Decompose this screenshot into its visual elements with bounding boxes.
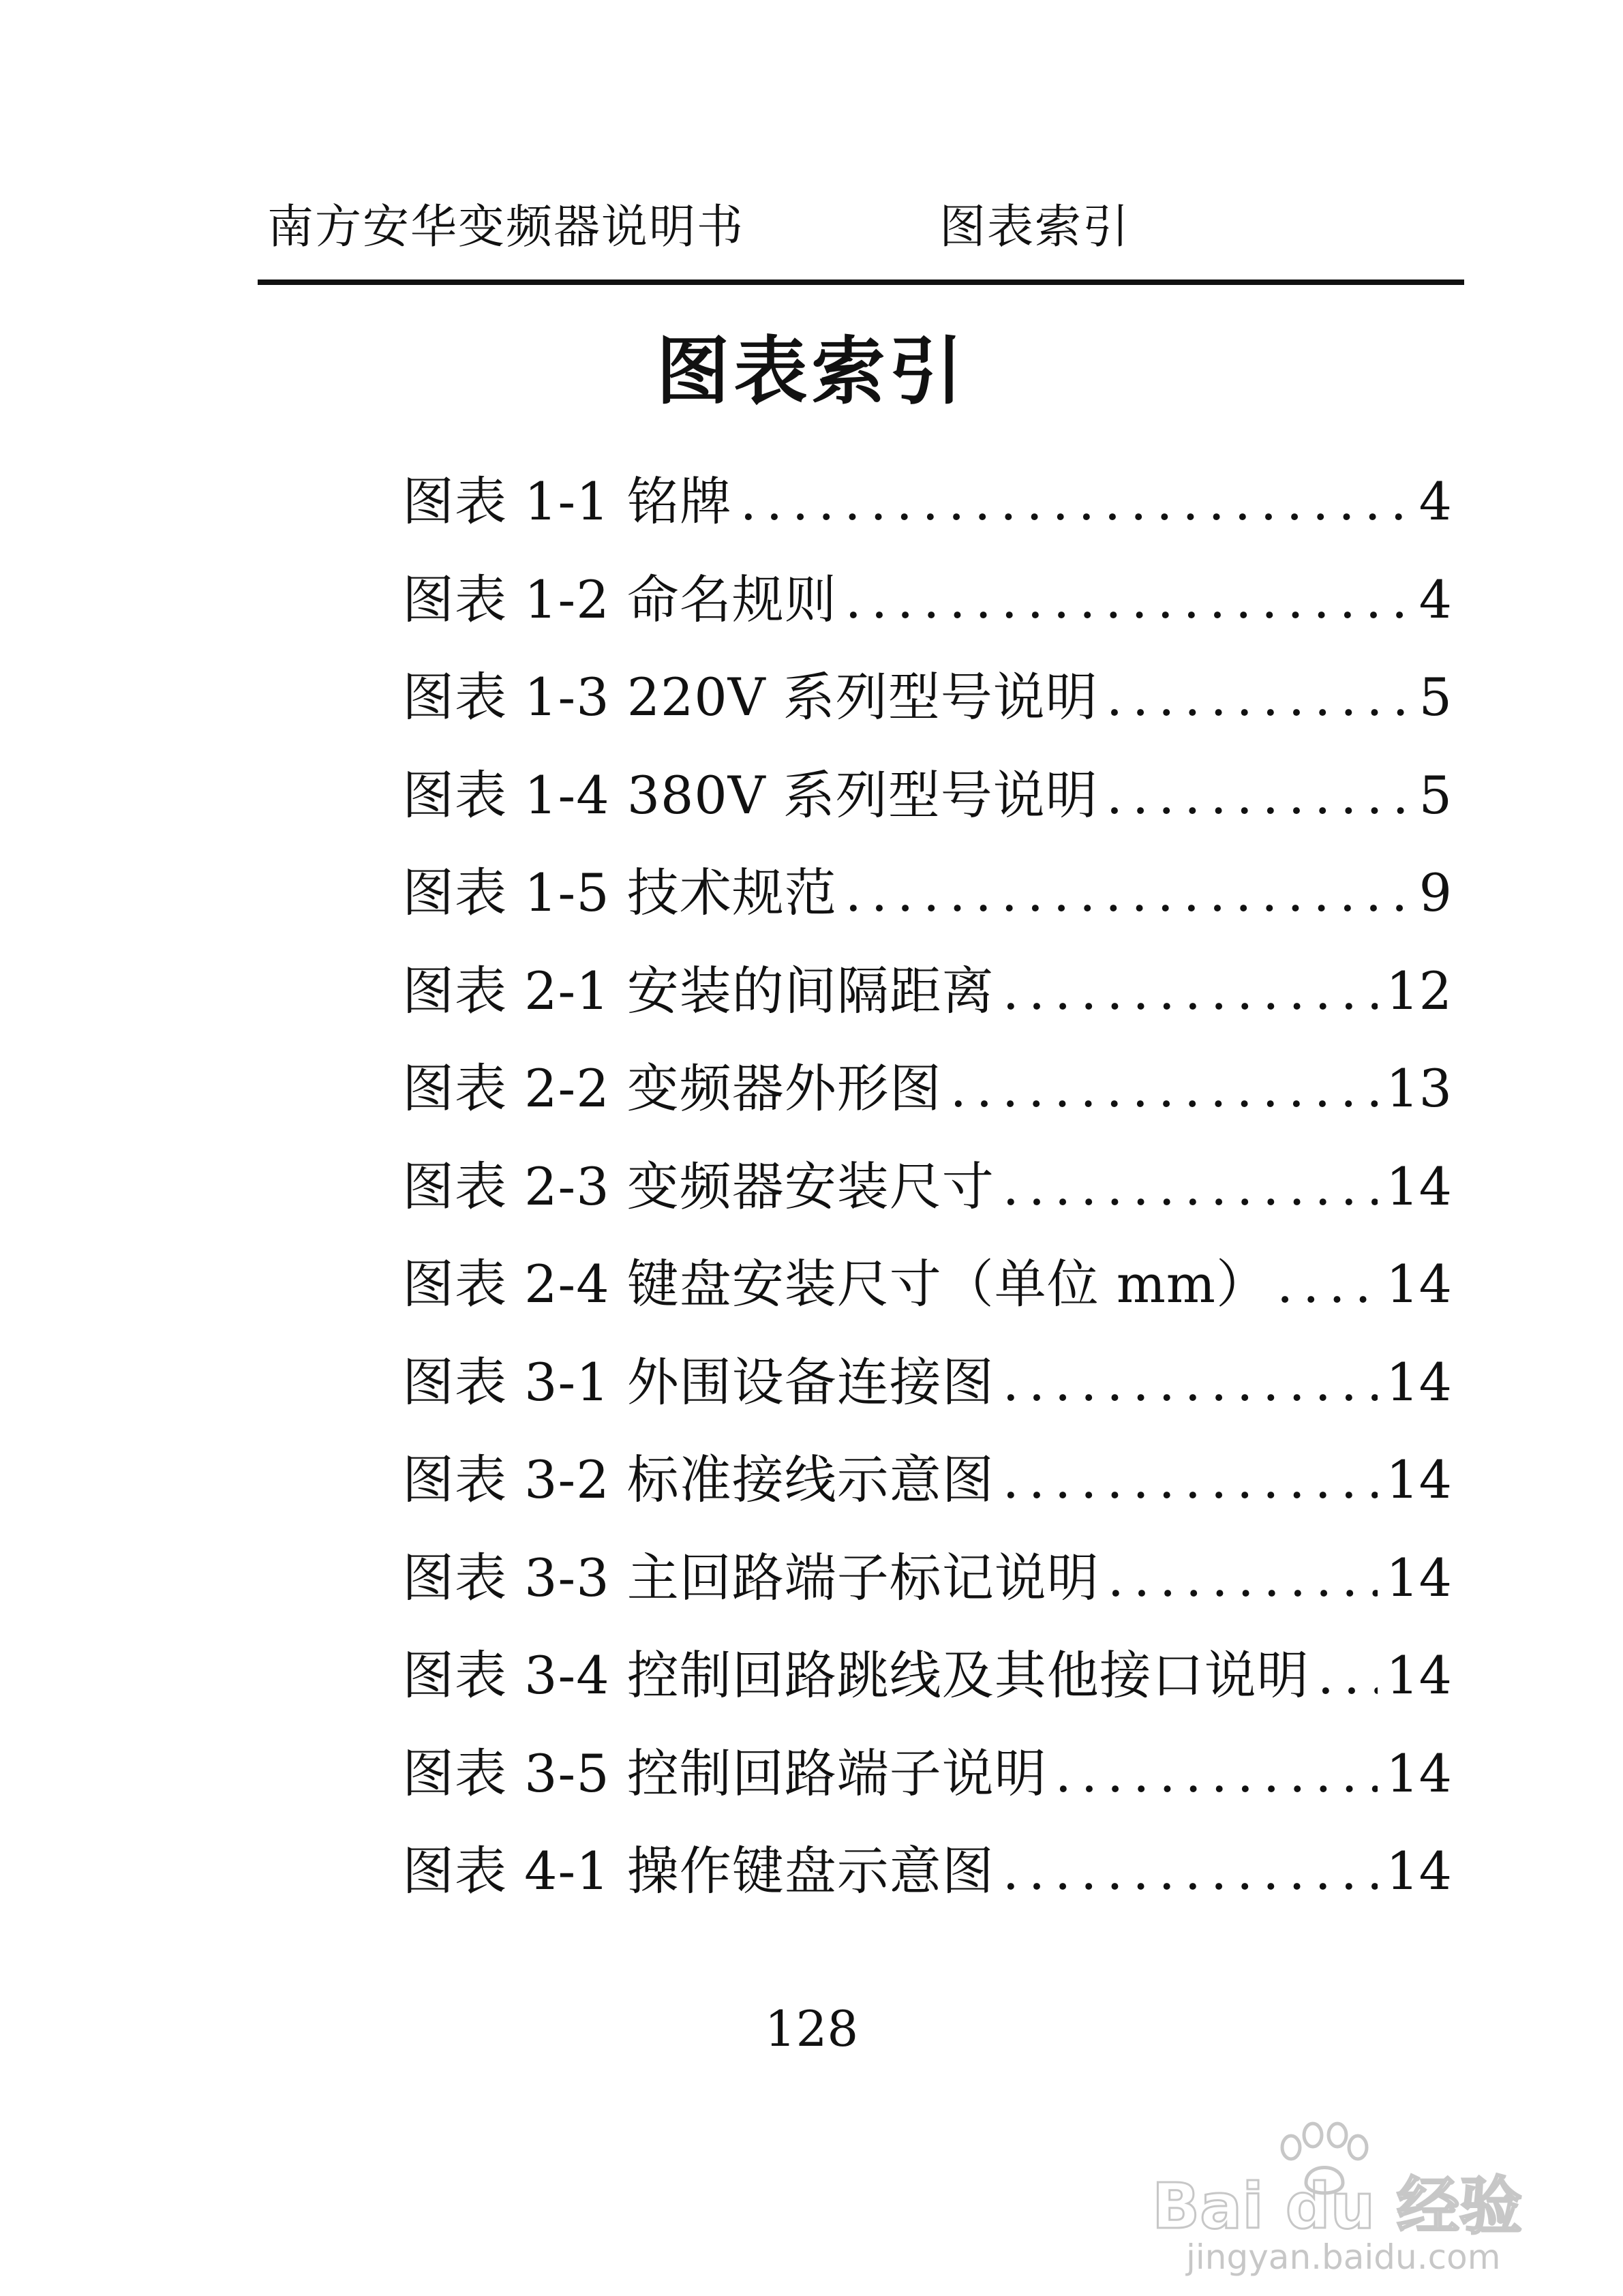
toc-entry-page: 9 <box>1419 862 1452 923</box>
toc-entry-page: 14 <box>1386 1841 1452 1901</box>
dot-leader <box>1106 764 1411 826</box>
dot-leader <box>845 862 1411 924</box>
toc-entry-page: 14 <box>1386 1645 1452 1706</box>
toc-entry-label: 图表 3-4 控制回路跳线及其他接口说明 <box>402 1645 1309 1706</box>
toc-entry-label: 图表 1-2 命名规则 <box>402 569 837 630</box>
page-number: 128 <box>764 2000 859 2057</box>
header-rule <box>258 280 1464 285</box>
toc-entry-label: 图表 3-3 主回路端子标记说明 <box>402 1547 1099 1608</box>
toc-entry-page: 5 <box>1419 667 1452 727</box>
dot-leader <box>1003 1155 1378 1218</box>
toc-entry[interactable] <box>402 1644 1452 1742</box>
toc-entry-label: 图表 2-1 安装的间隔距离 <box>402 960 995 1021</box>
dot-leader <box>950 1057 1378 1119</box>
toc-entry[interactable] <box>402 1155 1452 1254</box>
toc-entry[interactable] <box>402 1351 1452 1449</box>
toc-entry-page: 14 <box>1386 1155 1452 1217</box>
toc-entry-label: 图表 3-2 标准接线示意图 <box>402 1449 995 1510</box>
dot-leader <box>1003 960 1378 1022</box>
toc-entry-page: 4 <box>1419 471 1452 532</box>
toc-entry-page: 5 <box>1419 764 1452 826</box>
toc-entry-label: 图表 2-2 变频器外形图 <box>402 1058 942 1119</box>
dot-leader <box>1003 1840 1378 1902</box>
dot-leader <box>1108 1547 1378 1609</box>
toc-entry-label: 图表 3-1 外围设备连接图 <box>402 1351 995 1413</box>
toc-entry-label: 图表 2-3 变频器安装尺寸 <box>402 1155 995 1217</box>
toc-entry[interactable] <box>402 569 1452 667</box>
dot-leader <box>845 569 1411 631</box>
toc-entry-page: 14 <box>1386 1254 1452 1314</box>
toc-entry[interactable] <box>402 1547 1452 1645</box>
dot-leader <box>1277 1253 1378 1315</box>
toc-entry-label: 图表 1-1 铭牌 <box>402 471 732 532</box>
toc-entry-label: 图表 2-4 键盘安装尺寸（单位 mm） <box>402 1254 1269 1314</box>
toc-entry[interactable] <box>402 666 1452 764</box>
toc-entry-label: 图表 1-3 220V 系列型号说明 <box>402 667 1098 727</box>
toc-entry-page: 14 <box>1386 1742 1452 1804</box>
dot-leader <box>1003 1449 1378 1511</box>
toc-entry-page: 14 <box>1386 1351 1452 1413</box>
toc-entry-label: 图表 1-4 380V 系列型号说明 <box>402 764 1098 826</box>
watermark-url: jingyan.baidu.com <box>1186 2237 1501 2277</box>
toc-entry[interactable] <box>402 470 1452 569</box>
toc-entry-page: 12 <box>1386 960 1452 1021</box>
toc-entry-page: 14 <box>1386 1547 1452 1608</box>
toc-entry[interactable] <box>402 862 1452 960</box>
toc-entry[interactable] <box>402 1057 1452 1155</box>
running-header-section: 图表索引 <box>939 200 1131 254</box>
baidu-jingyan-watermark <box>1145 2106 1568 2277</box>
toc-entry[interactable] <box>402 960 1452 1058</box>
watermark-brand: Bai du 经验 <box>1152 2170 1523 2243</box>
toc-entry[interactable] <box>402 1742 1452 1841</box>
toc-entry[interactable] <box>402 1253 1452 1351</box>
dot-leader <box>1055 1742 1378 1804</box>
toc-entry[interactable] <box>402 1840 1452 1938</box>
toc-entry[interactable] <box>402 764 1452 862</box>
toc-entry-label: 图表 3-5 控制回路端子说明 <box>402 1742 1047 1804</box>
toc-entry-page: 14 <box>1386 1449 1452 1510</box>
page-title: 图表索引 <box>656 329 967 414</box>
toc-entry[interactable] <box>402 1449 1452 1547</box>
toc-entry-label: 图表 4-1 操作键盘示意图 <box>402 1841 995 1901</box>
dot-leader <box>1106 666 1411 728</box>
dot-leader <box>1318 1644 1378 1706</box>
dot-leader <box>1003 1351 1378 1413</box>
dot-leader <box>740 470 1411 532</box>
toc-entry-label: 图表 1-5 技术规范 <box>402 862 837 923</box>
toc-entry-page: 13 <box>1386 1058 1452 1119</box>
running-header-title: 南方安华变频器说明书 <box>267 200 745 254</box>
toc-entry-page: 4 <box>1419 569 1452 630</box>
figure-index-list <box>402 470 1452 1938</box>
